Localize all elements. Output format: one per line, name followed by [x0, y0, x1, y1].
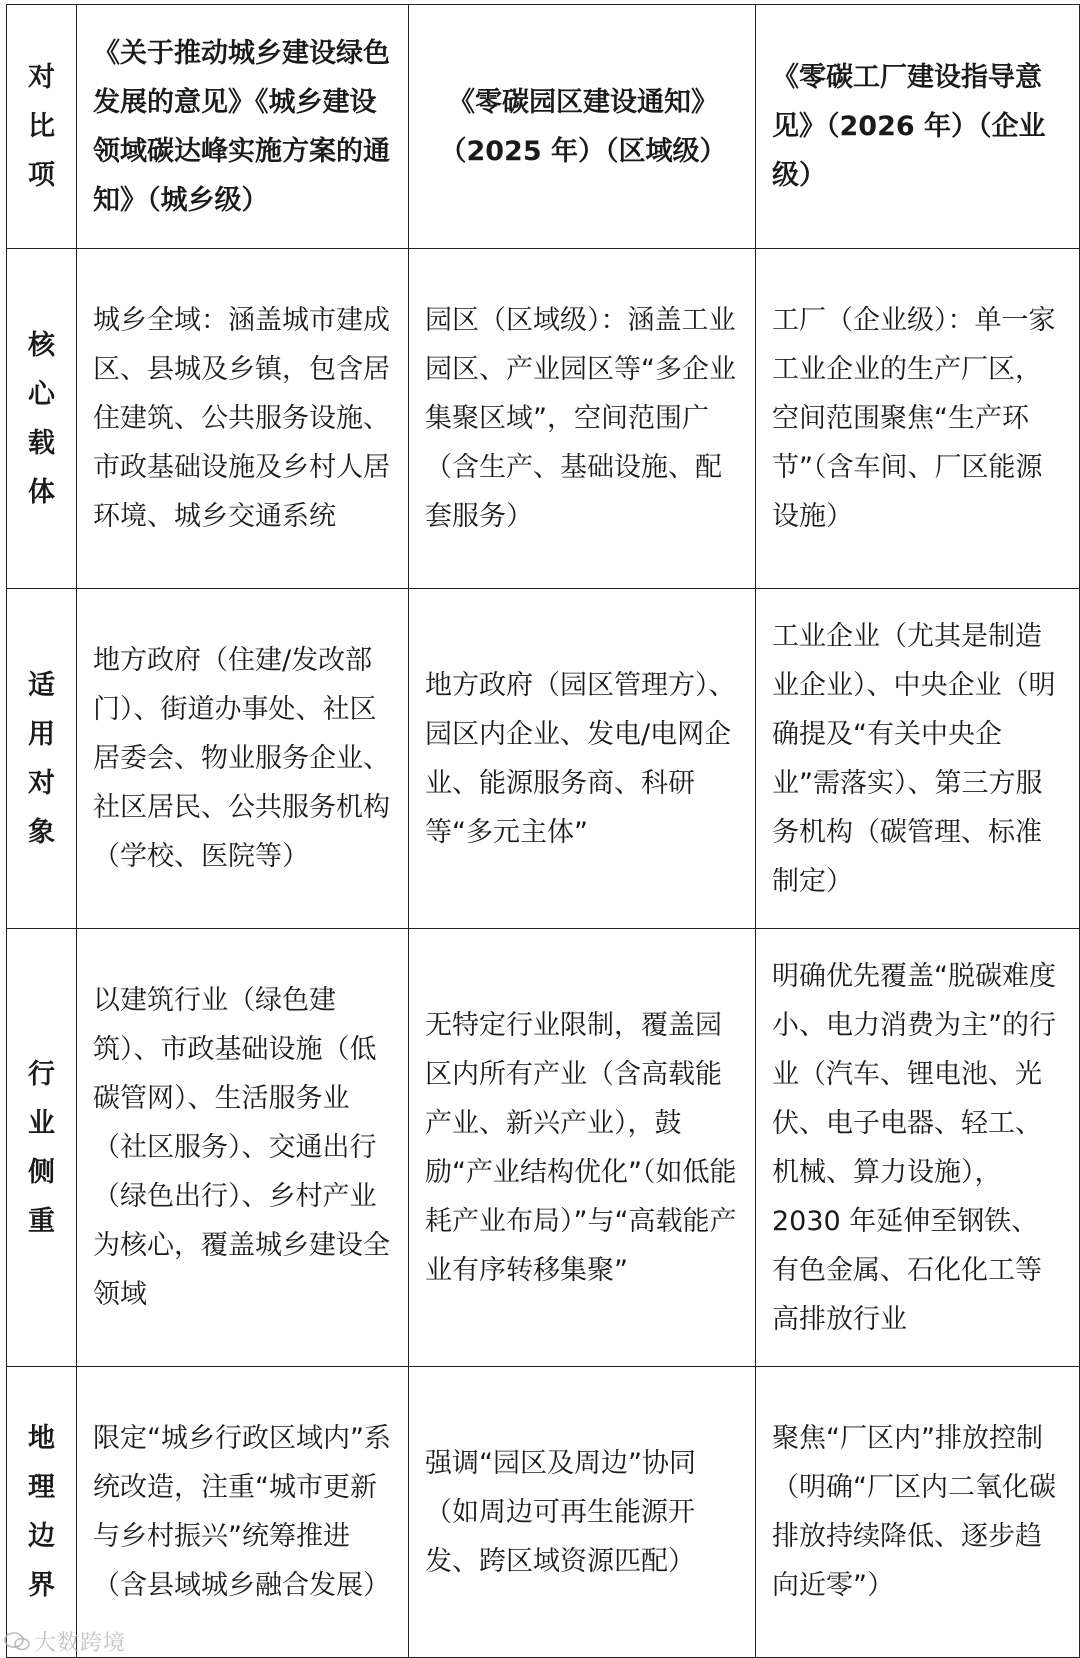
table-row [7, 1367, 1080, 1658]
row-label-text: 地理边界 [28, 1423, 55, 1601]
row-label-cell [7, 929, 77, 1367]
header-cell-park: 《零碳园区建设通知》（2025 年）（区域级） [409, 5, 756, 249]
table-cell: 园区（区域级）：涵盖工业园区、产业园区等“多企业集聚区域”，空间范围广（含生产、基础设施、配套服务） [409, 249, 756, 589]
header-cell-factory: 《零碳工厂建设指导意见》（2026 年）（企业级） [756, 5, 1080, 249]
table-cell: 无特定行业限制，覆盖园区内所有产业（含高载能产业、新兴产业），鼓励“产业结构优化”（如低能耗产业布局）”与“高载能产业有序转移集聚” [409, 929, 756, 1367]
table-cell: 地方政府（住建/发改部门）、街道办事处、社区居委会、物业服务企业、社区居民、公共服务机构（学校、医院等） [77, 589, 409, 929]
header-label-text: 对比项 [28, 62, 55, 191]
table-cell: 工厂（企业级）：单一家工业企业的生产厂区，空间范围聚焦“生产环节”（含车间、厂区能源设施） [756, 249, 1080, 589]
table-row [7, 249, 1080, 589]
row-label-text: 核心载体 [28, 329, 55, 508]
table-cell: 强调“园区及周边”协同（如周边可再生能源开发、跨区域资源匹配） [409, 1367, 756, 1658]
table-cell: 城乡全域：涵盖城市建成区、县城及乡镇，包含居住建筑、公共服务设施、市政基础设施及乡村人居环境、城乡交通系统 [77, 249, 409, 589]
table-cell: 工业企业（尤其是制造业企业）、中央企业（明确提及“有关中央企业”需落实）、第三方服务机构（碳管理、标准制定） [756, 589, 1080, 929]
table-cell: 限定“城乡行政区域内”系统改造，注重“城市更新与乡村振兴”统筹推进（含县域城乡融合发展） [77, 1367, 409, 1658]
row-label-text: 行业侧重 [28, 1058, 55, 1237]
table-header-row [7, 5, 1080, 249]
table-cell: 地方政府（园区管理方）、园区内企业、发电/电网企业、能源服务商、科研等“多元主体” [409, 589, 756, 929]
row-label-cell [7, 1367, 77, 1658]
comparison-table [6, 4, 1080, 1658]
table-cell: 以建筑行业（绿色建筑）、市政基础设施（低碳管网）、生活服务业（社区服务）、交通出行（绿色出行）、乡村产业为核心，覆盖城乡建设全领域 [77, 929, 409, 1367]
header-label-cell [7, 5, 77, 249]
header-cell-urban-rural: 《关于推动城乡建设绿色发展的意见》《城乡建设领域碳达峰实施方案的通知》（城乡级） [77, 5, 409, 249]
row-label-cell [7, 249, 77, 589]
watermark-text: 大数跨境 [34, 1631, 127, 1656]
row-label-cell [7, 589, 77, 929]
chat-bubble-logo-icon [4, 1631, 30, 1653]
table-cell: 聚焦“厂区内”排放控制（明确“厂区内二氧化碳排放持续降低、逐步趋向近零”） [756, 1367, 1080, 1658]
row-label-text: 适用对象 [28, 669, 55, 848]
table-cell: 明确优先覆盖“脱碳难度小、电力消费为主”的行业（汽车、锂电池、光伏、电子电器、轻工、机械、算力设施），2030 年延伸至钢铁、有色金属、石化化工等高排放行业 [756, 929, 1080, 1367]
table-row [7, 929, 1080, 1367]
watermark [4, 1626, 126, 1657]
table-row [7, 589, 1080, 929]
